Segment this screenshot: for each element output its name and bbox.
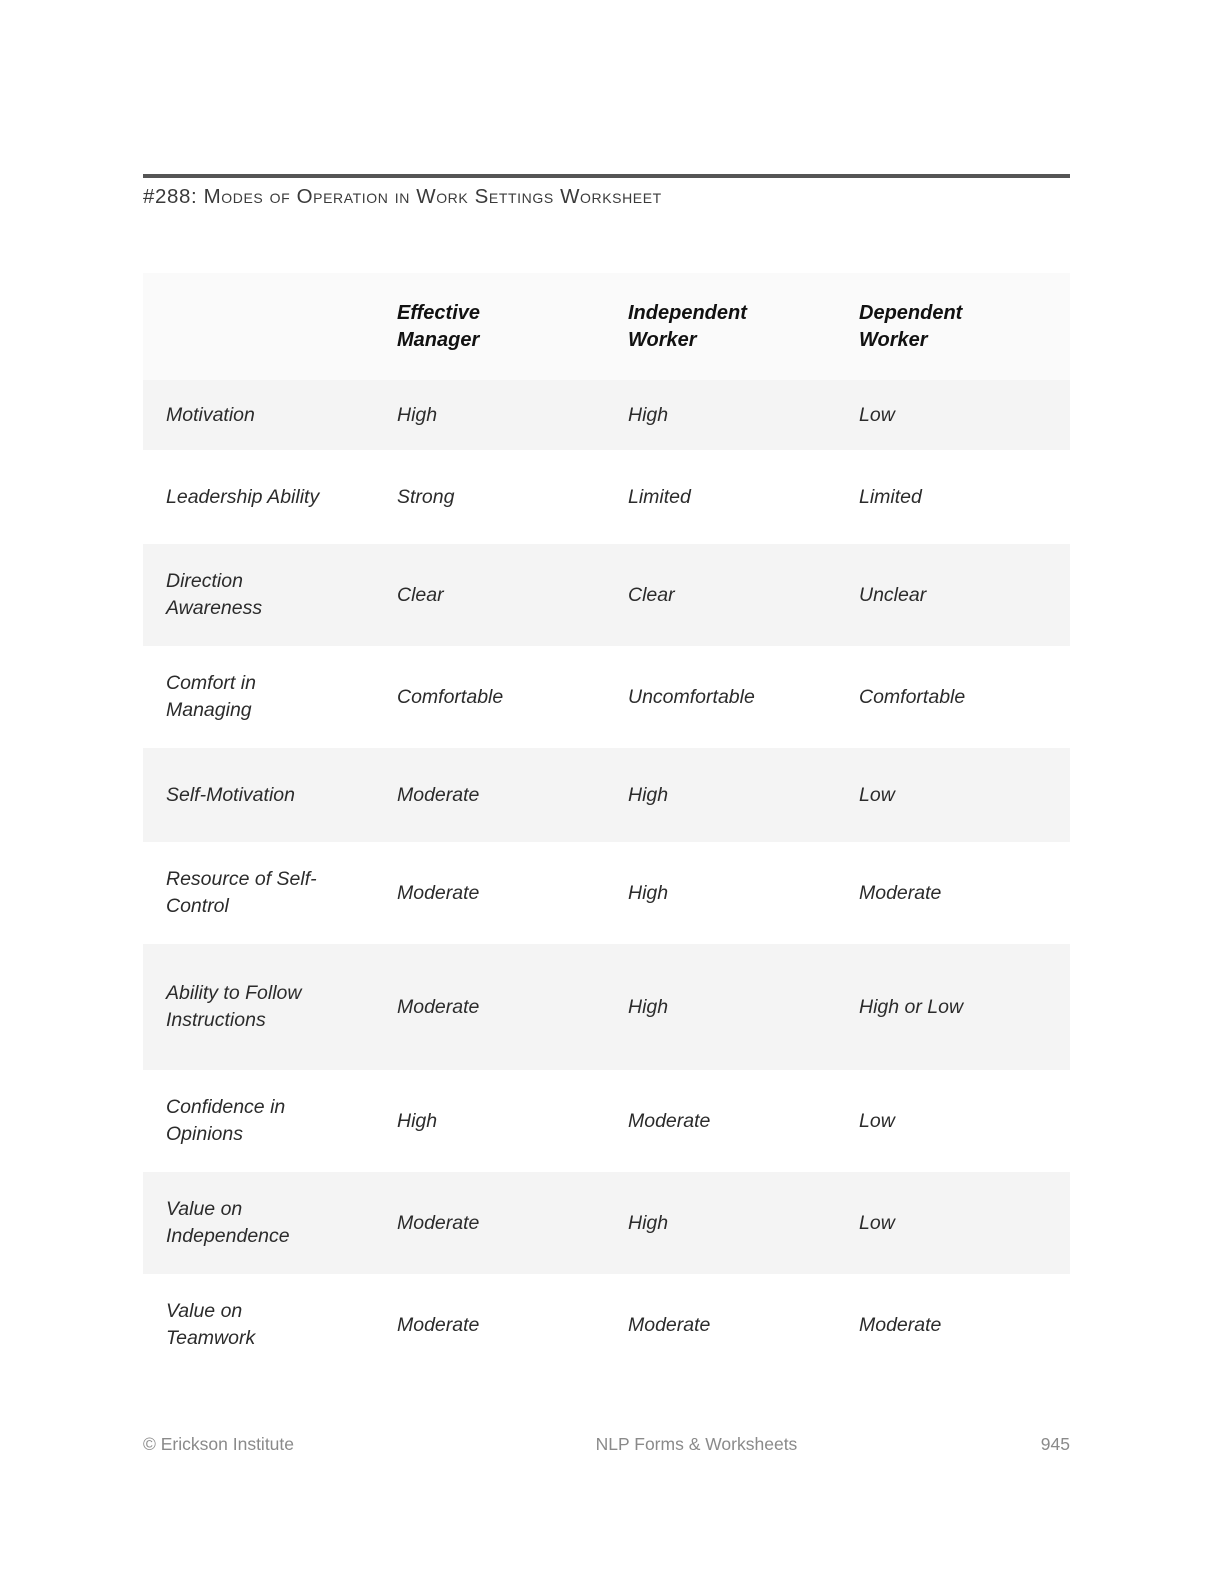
column-header-independent-worker [628, 300, 859, 354]
cell-effective-manager: Moderate [397, 881, 480, 904]
row-label-line1: Ability to Follow [166, 982, 302, 1004]
cell-independent-worker: Moderate [628, 1109, 711, 1132]
table-row [143, 944, 1070, 1070]
row-label-line1: Motivation [166, 403, 255, 426]
row-label [143, 670, 397, 724]
cell-effective-manager: Moderate [397, 1211, 480, 1234]
title-divider-rule [143, 174, 1070, 178]
cell-dependent-worker: Limited [859, 485, 922, 508]
column-header-dependent-worker [859, 300, 1070, 354]
row-label [143, 980, 397, 1034]
cell-dependent-worker: Moderate [859, 1313, 942, 1336]
row-label-line2: Managing [166, 699, 252, 721]
cell-independent-worker: High [628, 783, 669, 806]
row-label [143, 1298, 397, 1352]
row-label [143, 866, 397, 920]
table-row [143, 1172, 1070, 1274]
row-label [143, 484, 397, 511]
row-label-line2: Opinions [166, 1123, 243, 1145]
cell-effective-manager: High [397, 1109, 438, 1132]
column-header-effective-manager-line2: Manager [397, 328, 480, 351]
cell-independent-worker: High [628, 995, 669, 1018]
row-label-line1: Self-Motivation [166, 783, 295, 806]
table-row [143, 1274, 1070, 1376]
table-row [143, 646, 1070, 748]
cell-dependent-worker: Comfortable [859, 685, 966, 708]
cell-effective-manager: Clear [397, 583, 444, 606]
row-label [143, 1196, 397, 1250]
cell-effective-manager: Moderate [397, 1313, 480, 1336]
footer-copyright: © Erickson Institute [143, 1434, 295, 1454]
cell-independent-worker: Clear [628, 583, 675, 606]
footer-page-number: 945 [1040, 1434, 1070, 1454]
page-title: #288: Modes of Operation in Work Settings Worksheet [143, 185, 662, 208]
table-row [143, 450, 1070, 544]
row-label-line2: Teamwork [166, 1327, 256, 1349]
column-header-effective-manager-line1: Effective [397, 301, 481, 324]
column-header-effective-manager [397, 300, 628, 354]
column-header-dependent-worker-line2: Worker [859, 328, 928, 351]
cell-effective-manager: Comfortable [397, 685, 504, 708]
column-header-dependent-worker-line1: Dependent [859, 301, 963, 324]
row-label-line1: Leadership Ability [166, 485, 320, 508]
row-label-line2: Instructions [166, 1009, 266, 1031]
row-label-line1: Direction [166, 570, 243, 592]
row-label [143, 1094, 397, 1148]
row-label-line1: Value on [166, 1198, 243, 1220]
row-label-line1: Value on [166, 1300, 243, 1322]
column-header-independent-worker-line1: Independent [628, 301, 747, 324]
table-row [143, 380, 1070, 450]
cell-independent-worker: Uncomfortable [628, 685, 755, 708]
cell-dependent-worker: Moderate [859, 881, 942, 904]
cell-independent-worker: High [628, 403, 669, 426]
cell-effective-manager: Moderate [397, 995, 480, 1018]
cell-dependent-worker: High or Low [859, 995, 964, 1018]
table-row [143, 842, 1070, 944]
cell-independent-worker: High [628, 881, 669, 904]
cell-effective-manager: High [397, 403, 438, 426]
cell-independent-worker: Limited [628, 485, 691, 508]
row-label [143, 782, 397, 809]
cell-effective-manager: Strong [397, 485, 455, 508]
table-row [143, 1070, 1070, 1172]
cell-dependent-worker: Low [859, 403, 895, 426]
row-label-line1: Resource of Self- [166, 868, 317, 890]
cell-effective-manager: Moderate [397, 783, 480, 806]
column-header-independent-worker-line2: Worker [628, 328, 697, 351]
cell-dependent-worker: Low [859, 783, 895, 806]
cell-dependent-worker: Unclear [859, 583, 927, 606]
cell-independent-worker: Moderate [628, 1313, 711, 1336]
page-footer [143, 1434, 1070, 1455]
cell-dependent-worker: Low [859, 1109, 895, 1132]
table-header-row [143, 273, 1070, 380]
row-label-line1: Confidence in [166, 1096, 286, 1118]
modes-of-operation-table [143, 273, 1070, 1376]
footer-section-title: NLP Forms & Worksheets [595, 1434, 798, 1454]
row-label-line2: Control [166, 895, 229, 917]
row-label [143, 568, 397, 622]
table-row [143, 748, 1070, 842]
cell-dependent-worker: Low [859, 1211, 895, 1234]
row-label-line2: Awareness [166, 597, 263, 619]
row-label-line2: Independence [166, 1225, 290, 1247]
table-row [143, 544, 1070, 646]
cell-independent-worker: High [628, 1211, 669, 1234]
row-label [143, 402, 397, 429]
row-label-line1: Comfort in [166, 672, 256, 694]
